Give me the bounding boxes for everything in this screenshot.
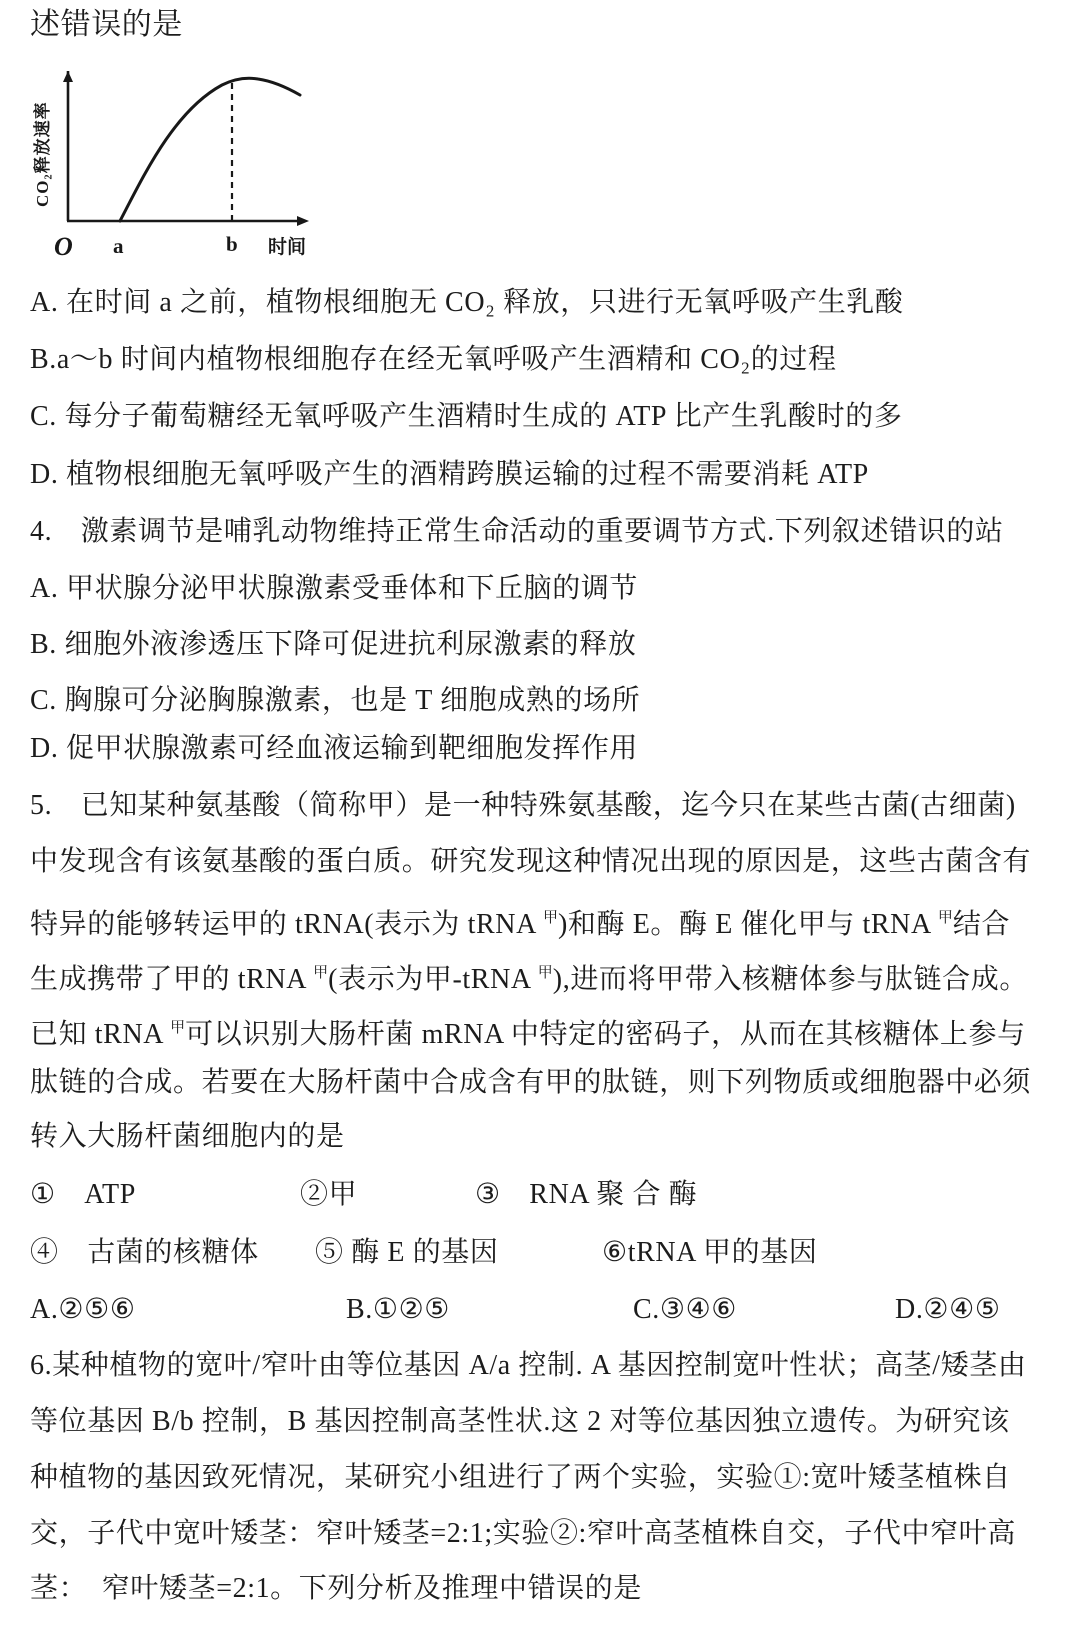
q5-item-3: ③ RNA 聚 合 酶	[475, 1179, 698, 1210]
superscript-text: 甲	[937, 910, 953, 926]
q6-text-line-5: 茎： 窄叶矮茎=2:1。下列分析及推理中错误的是	[30, 1573, 642, 1604]
q6-text-line-3: 种植物的基因致死情况，某研究小组进行了两个实验，实验①:宽叶矮茎植株自	[30, 1462, 1011, 1493]
question-stem-fragment: 述错误的是	[30, 8, 183, 41]
tick-b-label: b	[226, 232, 238, 256]
q5-answer-b: B.①②⑤	[346, 1294, 450, 1325]
tick-a-label: a	[113, 234, 124, 258]
q3-option-d: D. 植物根细胞无氧呼吸产生的酒精跨膜运输的过程不需要消耗 ATP	[30, 459, 869, 490]
text-segment: 转入大肠杆菌细胞内的是	[30, 1121, 345, 1152]
q5-answer-c: C.③④⑥	[633, 1294, 737, 1325]
q5-text-line-3	[30, 901, 1010, 942]
q5-item-1: ① ATP	[30, 1179, 136, 1210]
text-segment: 5. 已知某种氨基酸（简称甲）是一种特殊氨基酸，迄今只在某些古菌(古细菌)	[30, 790, 1016, 821]
q5-item-6: ⑥tRNA 甲的基因	[602, 1237, 818, 1268]
q6-text-line-2: 等位基因 B/b 控制，B 基因控制高茎性状.这 2 对等位基因独立遗传。为研究该	[30, 1406, 1010, 1437]
superscript-text: 甲	[313, 965, 329, 981]
y-axis-label: CO₂释放速率	[33, 101, 52, 207]
q5-text-line-4	[30, 956, 1028, 997]
q5-item-2: ②甲	[300, 1179, 358, 1210]
q5-text-line-1	[30, 789, 1016, 823]
q5-text-line-2	[30, 845, 1031, 879]
text-segment: 可以识别大肠杆菌 mRNA 中特定的密码子，从而在其核糖体上参与	[185, 1019, 1026, 1050]
text-segment: 已知 tRNA	[30, 1019, 171, 1050]
q5-item-4: ④ 古菌的核糖体	[30, 1237, 259, 1268]
q6-text-line-4: 交，子代中宽叶矮茎：窄叶矮茎=2:1;实验②:窄叶高茎植株自交，子代中窄叶高	[30, 1518, 1016, 1549]
q4-option-a: A. 甲状腺分泌甲状腺激素受垂体和下丘脑的调节	[30, 573, 639, 604]
q5-text-line-5	[30, 1011, 1026, 1052]
q5-text-line-7	[30, 1120, 345, 1154]
q4-stem: 4. 激素调节是哺乳动物维持正常生命活动的重要调节方式.下列叙述错识的站	[30, 516, 1004, 547]
q5-text-line-6	[30, 1066, 1031, 1100]
q5-item-5: ⑤ 酶 E 的基因	[315, 1237, 499, 1268]
q3-option-b: B.a～b 时间内植物根细胞存在经无氧呼吸产生酒精和 CO₂的过程	[30, 344, 837, 375]
x-axis-label: 时间	[268, 237, 307, 258]
text-segment: ),进而将甲带入核糖体参与肽链合成。	[552, 964, 1028, 995]
y-axis-arrow-icon	[63, 71, 73, 82]
co2-release-curve	[120, 78, 300, 221]
text-segment: (表示为甲-tRNA	[328, 964, 538, 995]
text-segment: )和酶 E。酶 E 催化甲与 tRNA	[558, 909, 938, 940]
text-segment: 生成携带了甲的 tRNA	[30, 964, 314, 995]
co2-release-rate-figure	[28, 55, 338, 260]
q5-answer-d: D.②④⑤	[895, 1294, 1001, 1325]
q5-answer-a: A.②⑤⑥	[30, 1294, 136, 1325]
q3-option-a: A. 在时间 a 之前，植物根细胞无 CO₂ 释放，只进行无氧呼吸产生乳酸	[30, 287, 904, 318]
q6-text-line-1: 6.某种植物的宽叶/窄叶由等位基因 A/a 控制. A 基因控制宽叶性状；高茎/矮茎由	[30, 1350, 1027, 1381]
text-segment: 肽链的合成。若要在大肠杆菌中合成含有甲的肽链，则下列物质或细胞器中必须	[30, 1067, 1032, 1098]
q4-option-d: D. 促甲状腺激素可经血液运输到靶细胞发挥作用	[30, 733, 639, 764]
text-segment: 特异的能够转运甲的 tRNA(表示为 tRNA	[30, 909, 543, 940]
q4-option-c: C. 胸腺可分泌胸腺激素，也是 T 细胞成熟的场所	[30, 685, 641, 716]
co2-release-chart-svg	[28, 55, 338, 260]
superscript-text: 甲	[170, 1020, 186, 1036]
q3-option-c: C. 每分子葡萄糖经无氧呼吸产生酒精时生成的 ATP 比产生乳酸时的多	[30, 401, 903, 432]
text-segment: 中发现含有该氨基酸的蛋白质。研究发现这种情况出现的原因是，这些古菌含有	[30, 846, 1032, 877]
origin-label: O	[54, 232, 73, 260]
text-segment: 结合	[952, 909, 1011, 940]
superscript-text: 甲	[537, 965, 553, 981]
superscript-text: 甲	[542, 910, 558, 926]
x-axis-arrow-icon	[297, 216, 309, 226]
q4-option-b: B. 细胞外液渗透压下降可促进抗利尿激素的释放	[30, 629, 637, 660]
